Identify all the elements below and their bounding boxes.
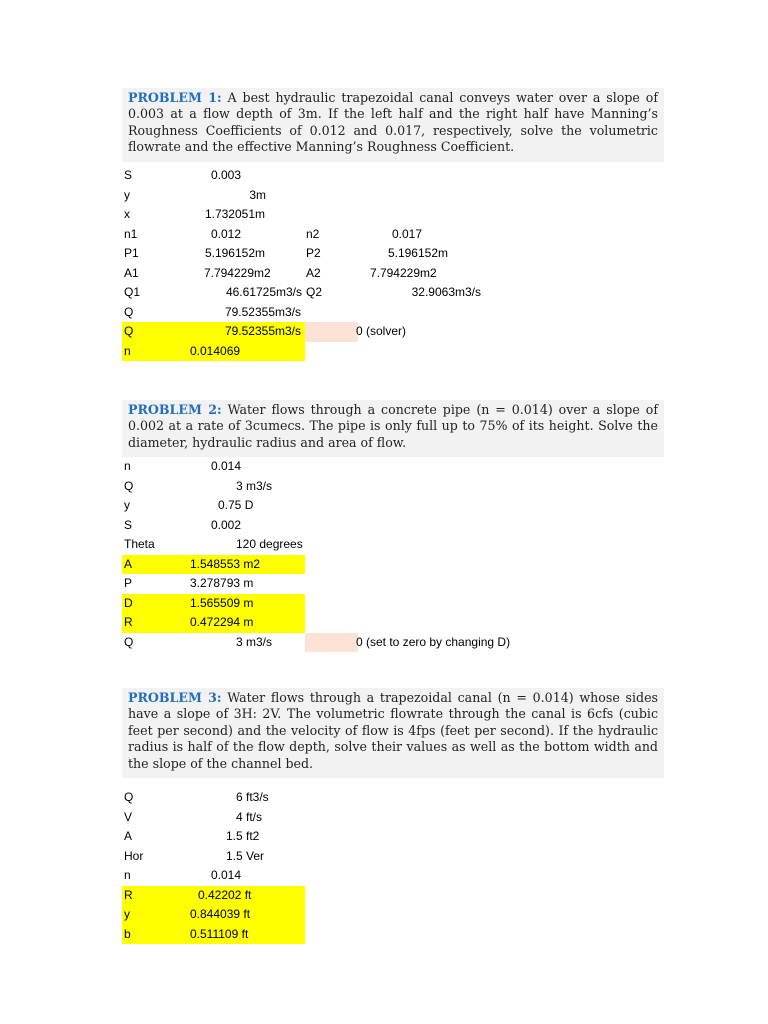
variable-value: 1.565509 m (190, 595, 254, 610)
solver-note: 0 (solver) (356, 324, 407, 338)
variable-label: x (124, 207, 130, 221)
problem-2-row (0, 477, 768, 497)
problem-3-label: PROBLEM 3: (128, 690, 222, 705)
variable-value-unit: m (255, 246, 265, 260)
problem-3-row (0, 905, 768, 925)
problem-2-row (0, 516, 768, 536)
problem-2-row (0, 594, 768, 614)
problem-1-row (0, 225, 768, 245)
problem-1-statement (122, 88, 664, 162)
variable-label: y (124, 907, 130, 921)
variable-label-2: Q2 (306, 285, 323, 299)
variable-label: R (124, 887, 133, 902)
problem-1-row (0, 186, 768, 206)
variable-value-2-unit: m3/s (455, 285, 482, 299)
problem-2-row (0, 496, 768, 516)
variable-value-2: 32.9063 (411, 285, 455, 299)
variable-label: A (124, 556, 133, 571)
variable-value: 3 m3/s (236, 478, 273, 493)
variable-value: 0.012 (211, 226, 242, 241)
problem-2-text: Water flows through a concrete pipe (n = 0.014) over a slope of 0.002 at a rate of 3cumecs. The pipe is only full up to 75% of its height. Solve the diameter, hydraulic radius and area of flow. (128, 402, 658, 450)
variable-label: n (124, 343, 131, 358)
problem-2-row (0, 535, 768, 555)
variable-label: Q1 (124, 285, 141, 299)
variable-label: y (124, 498, 130, 512)
problem-3-row (0, 886, 768, 906)
variable-value: 0.003 (211, 168, 242, 182)
problem-1-row (0, 322, 768, 342)
variable-value-unit: m3/s (276, 285, 303, 299)
variable-label: A1 (124, 265, 139, 280)
problem-1-row (0, 342, 768, 362)
problem-2-row (0, 613, 768, 633)
problem-1-row (0, 244, 768, 264)
variable-label: P1 (124, 246, 139, 260)
variable-label: Q (124, 304, 134, 319)
variable-value: 1.5 Ver (226, 848, 265, 863)
variable-label: b (124, 926, 131, 941)
variable-label: D (124, 595, 133, 610)
variable-label: n (124, 868, 131, 882)
variable-value: 6 ft3/s (236, 790, 269, 804)
problem-2-statement (122, 400, 664, 457)
solver-target-cell (305, 633, 358, 653)
problem-3-row (0, 847, 768, 867)
variable-value: 0.014069 (190, 343, 241, 358)
variable-label: A (124, 829, 133, 843)
solver-note: 0 (set to zero by changing D) (356, 634, 511, 649)
solver-target-cell (305, 322, 358, 342)
variable-value: 0.42202 ft (198, 887, 252, 902)
variable-label: Q (124, 790, 134, 804)
problem-1-row (0, 283, 768, 303)
variable-value: 4 ft/s (236, 809, 263, 824)
problem-2-row (0, 457, 768, 477)
variable-label-2: n2 (306, 226, 320, 241)
variable-label: R (124, 615, 133, 629)
problem-3-statement (122, 688, 664, 778)
problem-1-label: PROBLEM 1: (128, 90, 222, 105)
problem-2-label: PROBLEM 2: (128, 402, 222, 417)
variable-value: 5.196152 (204, 246, 255, 260)
variable-value: 0.511109 ft (190, 926, 249, 941)
variable-value: 0.002 (211, 517, 242, 532)
variable-label: S (124, 168, 133, 182)
variable-value-unit: m3/s (275, 304, 302, 319)
variable-value: 0.75 D (218, 498, 254, 512)
problem-1-row (0, 303, 768, 323)
variable-value-unit: m3/s (275, 324, 302, 338)
problem-3-row (0, 866, 768, 886)
problem-3-text: Water flows through a trapezoidal canal (n = 0.014) whose sides have a slope of 3H: 2V. The volumetric flowrate through the canal is 6cfs (cubic feet per second) and the velocity of flow is 4fps (feet per second). If the hydraulic radius is half of the flow depth, solve their values as well as the bottom width and the slope of the channel bed. (128, 690, 658, 771)
variable-value: 120 degrees (236, 537, 303, 551)
variable-value-unit: m (255, 207, 265, 221)
problem-3-row (0, 788, 768, 808)
variable-label: V (124, 809, 133, 824)
problem-3-row (0, 925, 768, 945)
variable-value: 0.472294 m (190, 615, 254, 629)
variable-label: n (124, 459, 131, 473)
variable-value-2: 7.794229 (369, 265, 420, 280)
variable-label: y (124, 187, 130, 202)
variable-value: 7.794229 (203, 265, 254, 280)
variable-label: Q (124, 324, 134, 338)
variable-value: 46.61725 (225, 285, 276, 299)
problem-1-row (0, 166, 768, 186)
variable-label: Q (124, 478, 134, 493)
problem-3-row (0, 808, 768, 828)
variable-value-2-unit: m (438, 246, 448, 260)
variable-label-2: A2 (306, 265, 321, 280)
variable-value: 1.5 ft2 (226, 829, 260, 843)
variable-value: 3 m3/s (236, 634, 273, 649)
variable-label: Q (124, 634, 134, 649)
variable-value: 1.548553 m2 (190, 556, 261, 571)
variable-value: 3 (249, 187, 256, 202)
problem-2-row (0, 633, 768, 653)
variable-value: 79.52355 (224, 304, 275, 319)
variable-value: 3.278793 m (190, 576, 254, 590)
variable-value: 79.52355 (224, 324, 275, 338)
problem-2-row (0, 574, 768, 594)
variable-label: P (124, 576, 133, 590)
variable-value: 1.732051 (204, 207, 255, 221)
problem-1-row (0, 205, 768, 225)
variable-label: Hor (124, 848, 144, 863)
variable-value-2: 5.196152 (387, 246, 438, 260)
variable-label: S (124, 517, 133, 532)
variable-value: 0.014 (211, 459, 242, 473)
problem-2-row (0, 555, 768, 575)
problem-1-text: A best hydraulic trapezoidal canal conveys water over a slope of 0.003 at a flow depth of 3m. If the left half and the right half have Manning’s Roughness Coefficients of 0.012 and 0.017, respectively, solve the volumetric flowrate and the effective Manning’s Roughness Coefficient. (128, 90, 658, 155)
variable-value-unit: m (256, 187, 266, 202)
variable-value-unit: m2 (254, 265, 271, 280)
variable-value-2: 0.017 (392, 226, 423, 241)
variable-label: Theta (124, 537, 155, 551)
variable-value-2-unit: m2 (420, 265, 437, 280)
problem-3-row (0, 827, 768, 847)
variable-value: 0.014 (211, 868, 242, 882)
problem-1-row (0, 264, 768, 284)
variable-label-2: P2 (306, 246, 321, 260)
variable-value: 0.844039 ft (190, 907, 251, 921)
variable-label: n1 (124, 226, 138, 241)
